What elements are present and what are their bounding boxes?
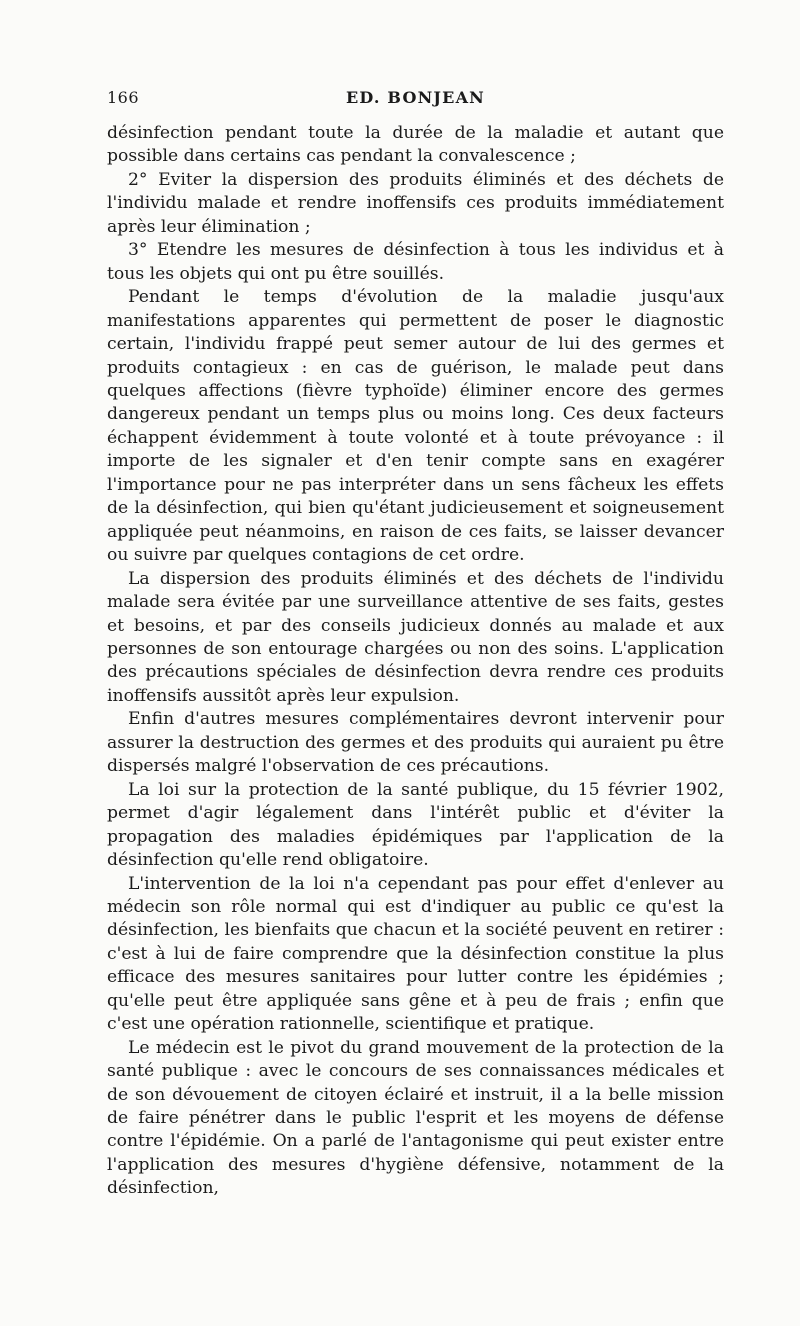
paragraph-dispersion: La dispersion des produits éliminés et des déchets de l'individu malade sera évitée par une surveillance attentive de ses faits, gestes et besoins, et par des conseils judicieux donnés au malade et aux personnes de son entourage chargées ou non des soins. L'application des précautions spéciales de désinfection devra rendre ces produits inoffensifs aussitôt après leur expulsion. <box>107 568 724 706</box>
paragraph-complementary-measures: Enfin d'autres mesures complémentaires devront intervenir pour assurer la destruction des germes et des produits qui auraient pu être dispersés malgré l'observation de ces précautions. <box>107 709 724 777</box>
paragraph-continuation: désinfection pendant toute la durée de la maladie et autant que possible dans certains cas pendant la convalescence ; <box>107 123 724 167</box>
paragraph-law: La loi sur la protection de la santé publique, du 15 février 1902, permet d'agir légalement dans l'intérêt public et d'éviter la propagation des maladies épidémiques par l'application de la désinfection qu'elle rend obligatoire. <box>107 779 724 871</box>
book-page <box>107 88 724 1201</box>
paragraph-intervention: L'intervention de la loi n'a cependant pas pour effet d'enlever au médecin son rôle normal qui est d'indiquer au public ce qu'est la désinfection, les bienfaits que chacun et la société peuvent en retirer : c'est à lui de faire comprendre que la désinfection constitue la plus efficace des mesures sanitaires pour lutter contre les épidémies ; qu'elle peut être appliquée sans gêne et à peu de frais ; enfin que c'est une opération rationnelle, scientifique et pratique. <box>107 873 724 1035</box>
paragraph-evolution: Pendant le temps d'évolution de la maladie jusqu'aux manifestations apparentes qui permettent de poser le diagnostic certain, l'individu frappé peut semer autour de lui des germes et produits contagieux : en cas de guérison, le malade peut dans quelques affections (fièvre typhoïde) éliminer encore des germes dangereux pendant un temps plus ou moins long. Ces deux facteurs échappent évidemment à toute volonté et à toute prévoyance : il importe de les signaler et d'en tenir compte sans en exagérer l'importance pour ne pas interpréter dans un sens fâcheux les effets de la désinfection, qui bien qu'étant judicieusement et soigneusement appliquée peut néanmoins, en raison de ces faits, se laisser devancer ou suivre par quelques contagions de cet ordre. <box>107 287 724 566</box>
running-head <box>107 88 724 112</box>
page-number: 166 <box>107 88 140 107</box>
paragraph-point-3: 3° Etendre les mesures de désinfection à tous les individus et à tous les objets qui ont pu être souillés. <box>107 240 724 284</box>
paragraph-doctor-role: Le médecin est le pivot du grand mouvement de la protection de la santé publique : avec le concours de ses connaissances médicales et de son dévouement de citoyen éclairé et instruit, il a la belle mission de faire pénétrer dans le public l'esprit et les moyens de défense contre l'épidémie. On a parlé de l'antagonisme qui peut exister entre l'application des mesures d'hygiène défensive, notamment de la désinfection, <box>107 1037 724 1199</box>
paragraph-point-2: 2° Eviter la dispersion des produits éliminés et des déchets de l'individu malade et rendre inoffensifs ces produits immédiatement après leur élimination ; <box>107 169 724 237</box>
body-text <box>107 122 724 1201</box>
running-title: ED. BONJEAN <box>345 88 486 107</box>
